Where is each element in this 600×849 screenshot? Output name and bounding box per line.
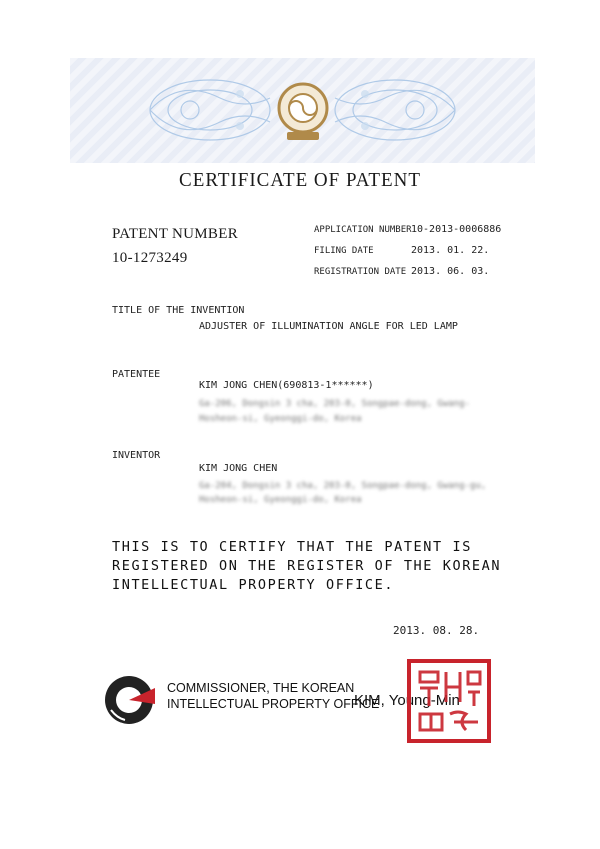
commissioner-line1: COMMISSIONER, THE KOREAN xyxy=(167,681,355,695)
certification-line: REGISTERED ON THE REGISTER OF THE KOREAN xyxy=(112,558,502,574)
patent-number-value: 10-1273249 xyxy=(112,250,188,266)
official-seal-icon xyxy=(406,658,492,744)
issue-date: 2013. 08. 28. xyxy=(393,624,480,637)
application-number-value: 10-2013-0006886 xyxy=(411,224,502,235)
signatory-name: KIM, Young-Min xyxy=(354,692,460,709)
patentee-label: PATENTEE xyxy=(112,369,161,380)
decorative-banner xyxy=(70,58,535,163)
invention-title-label: TITLE OF THE INVENTION xyxy=(112,305,245,316)
filing-date-value: 2013. 01. 22. xyxy=(411,245,490,256)
patentee-address-line2: Hosheon-si, Gyeonggi-do, Korea xyxy=(199,414,362,424)
inventor-name: KIM JONG CHEN xyxy=(199,463,278,474)
certification-statement xyxy=(112,538,501,595)
registration-date-value: 2013. 06. 03. xyxy=(411,266,490,277)
kipo-logo-icon xyxy=(103,674,155,726)
inventor-address-line2: Hosheon-si, Gyeonggi-do, Korea xyxy=(199,495,362,505)
national-emblem-icon xyxy=(275,76,331,146)
certification-line: THIS IS TO CERTIFY THAT THE PATENT IS xyxy=(112,539,472,555)
certification-line: INTELLECTUAL PROPERTY OFFICE. xyxy=(112,577,395,593)
patentee-name: KIM JONG CHEN(690813-1******) xyxy=(199,380,374,391)
document-title: CERTIFICATE OF PATENT xyxy=(179,169,421,192)
patent-number-label: PATENT NUMBER xyxy=(112,226,239,242)
commissioner-line2: INTELLECTUAL PROPERTY OFFICE xyxy=(167,697,380,711)
patentee-address-line1: Ga-206, Dongsin 3 cha, 203-0, Songpae-dong, Gwang- xyxy=(199,399,470,409)
invention-title-value: ADJUSTER OF ILLUMINATION ANGLE FOR LED LAMP xyxy=(199,321,458,332)
inventor-address-line1: Ga-204, Dongsin 3 cha, 203-0, Songpae-dong, Gwang-gu, xyxy=(199,481,487,491)
registration-date-label: REGISTRATION DATE xyxy=(314,267,407,277)
application-number-label: APPLICATION NUMBER xyxy=(314,225,412,235)
filing-date-label: FILING DATE xyxy=(314,246,374,256)
inventor-label: INVENTOR xyxy=(112,450,161,461)
